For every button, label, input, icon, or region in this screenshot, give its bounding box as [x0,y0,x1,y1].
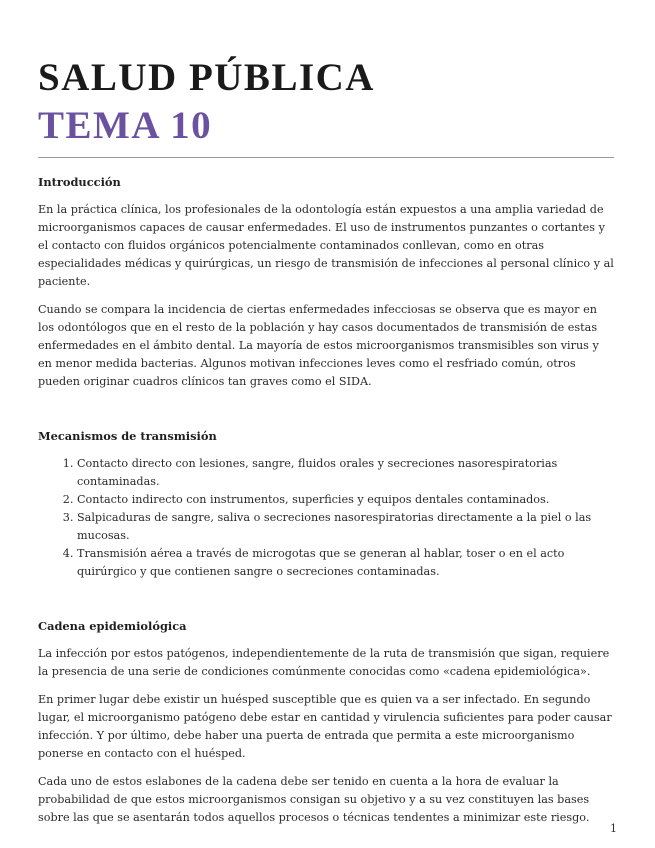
list-item: 4. Transmisión aérea a través de microgotas que se generan al hablar, toser o en el acto quirúrgico y que contienen sangre o secreciones contaminadas. [77,545,616,581]
list-item: 3. Salpicaduras de sangre, saliva o secreciones nasorespiratorias directamente a la piel o las mucosas. [77,509,616,545]
chain-paragraph: La infección por estos patógenos, independientemente de la ruta de transmisión que sigan, requiere la presencia de una serie de condiciones comúnmente conocidas como «cadena epidemiológica». [38,647,610,678]
section-spacer [38,591,616,617]
intro-paragraph: En la práctica clínica, los profesionales de la odontología están expuestos a una amplia variedad de microorganismos capaces de causar enfermedades. El uso de instrumentos punzantes o cortantes y el contacto con fluidos orgánicos potencialmente contaminados conllevan, como en otras especialidades médicas y quirúrgicas, un riesgo de transmisión de infecciones al personal clínico y al paciente. [38,203,614,288]
section-heading-intro: Introducción [38,175,121,189]
section-heading-chain: Cadena epidemiológica [38,619,187,633]
chain-paragraph: En primer lugar debe existir un huésped susceptible que es quien va a ser infectado. En segundo lugar, el microorganismo patógeno debe estar en cantidad y virulencia suficientes para poder causar infección. Y por último, debe haber una puerta de entrada que permita a este microorganismo ponerse en contacto con el huésped. [38,693,612,760]
chain-paragraph: Cada uno de estos eslabones de la cadena debe ser tenido en cuenta a la hora de evaluar la probabilidad de que estos microorganismos consigan su objetivo y a su vez constituyen las bases sobre las que se asentarán todos aquellos procesos o técnicas tendentes a minimizar este riesgo. [38,775,590,824]
title-divider [38,157,614,158]
intro-paragraph: Cuando se compara la incidencia de ciertas enfermedades infecciosas se observa que es mayor en los odontólogos que en el resto de la población y hay casos documentados de transmisión de estas enfermedades en el ámbito dental. La mayoría de estos microorganismos transmisibles son virus y en menor medida bacterias. Algunos motivan infecciones leves como el resfriado común, otros pueden originar cuadros clínicos tan graves como el SIDA. [38,303,599,388]
document-subtitle: TEMA 10 [38,104,213,147]
list-item: 1. Contacto directo con lesiones, sangre, fluidos orales y secreciones nasorespiratorias contaminadas. [77,455,616,491]
page-number: 1 [610,822,617,835]
section-heading-mechanisms: Mecanismos de transmisión [38,429,217,443]
list-item: 2. Contacto indirecto con instrumentos, superficies y equipos dentales contaminados. [77,491,616,509]
document-body [38,173,616,837]
mechanisms-list [38,455,616,581]
section-spacer [38,401,616,427]
document-title: SALUD PÚBLICA [38,56,375,99]
